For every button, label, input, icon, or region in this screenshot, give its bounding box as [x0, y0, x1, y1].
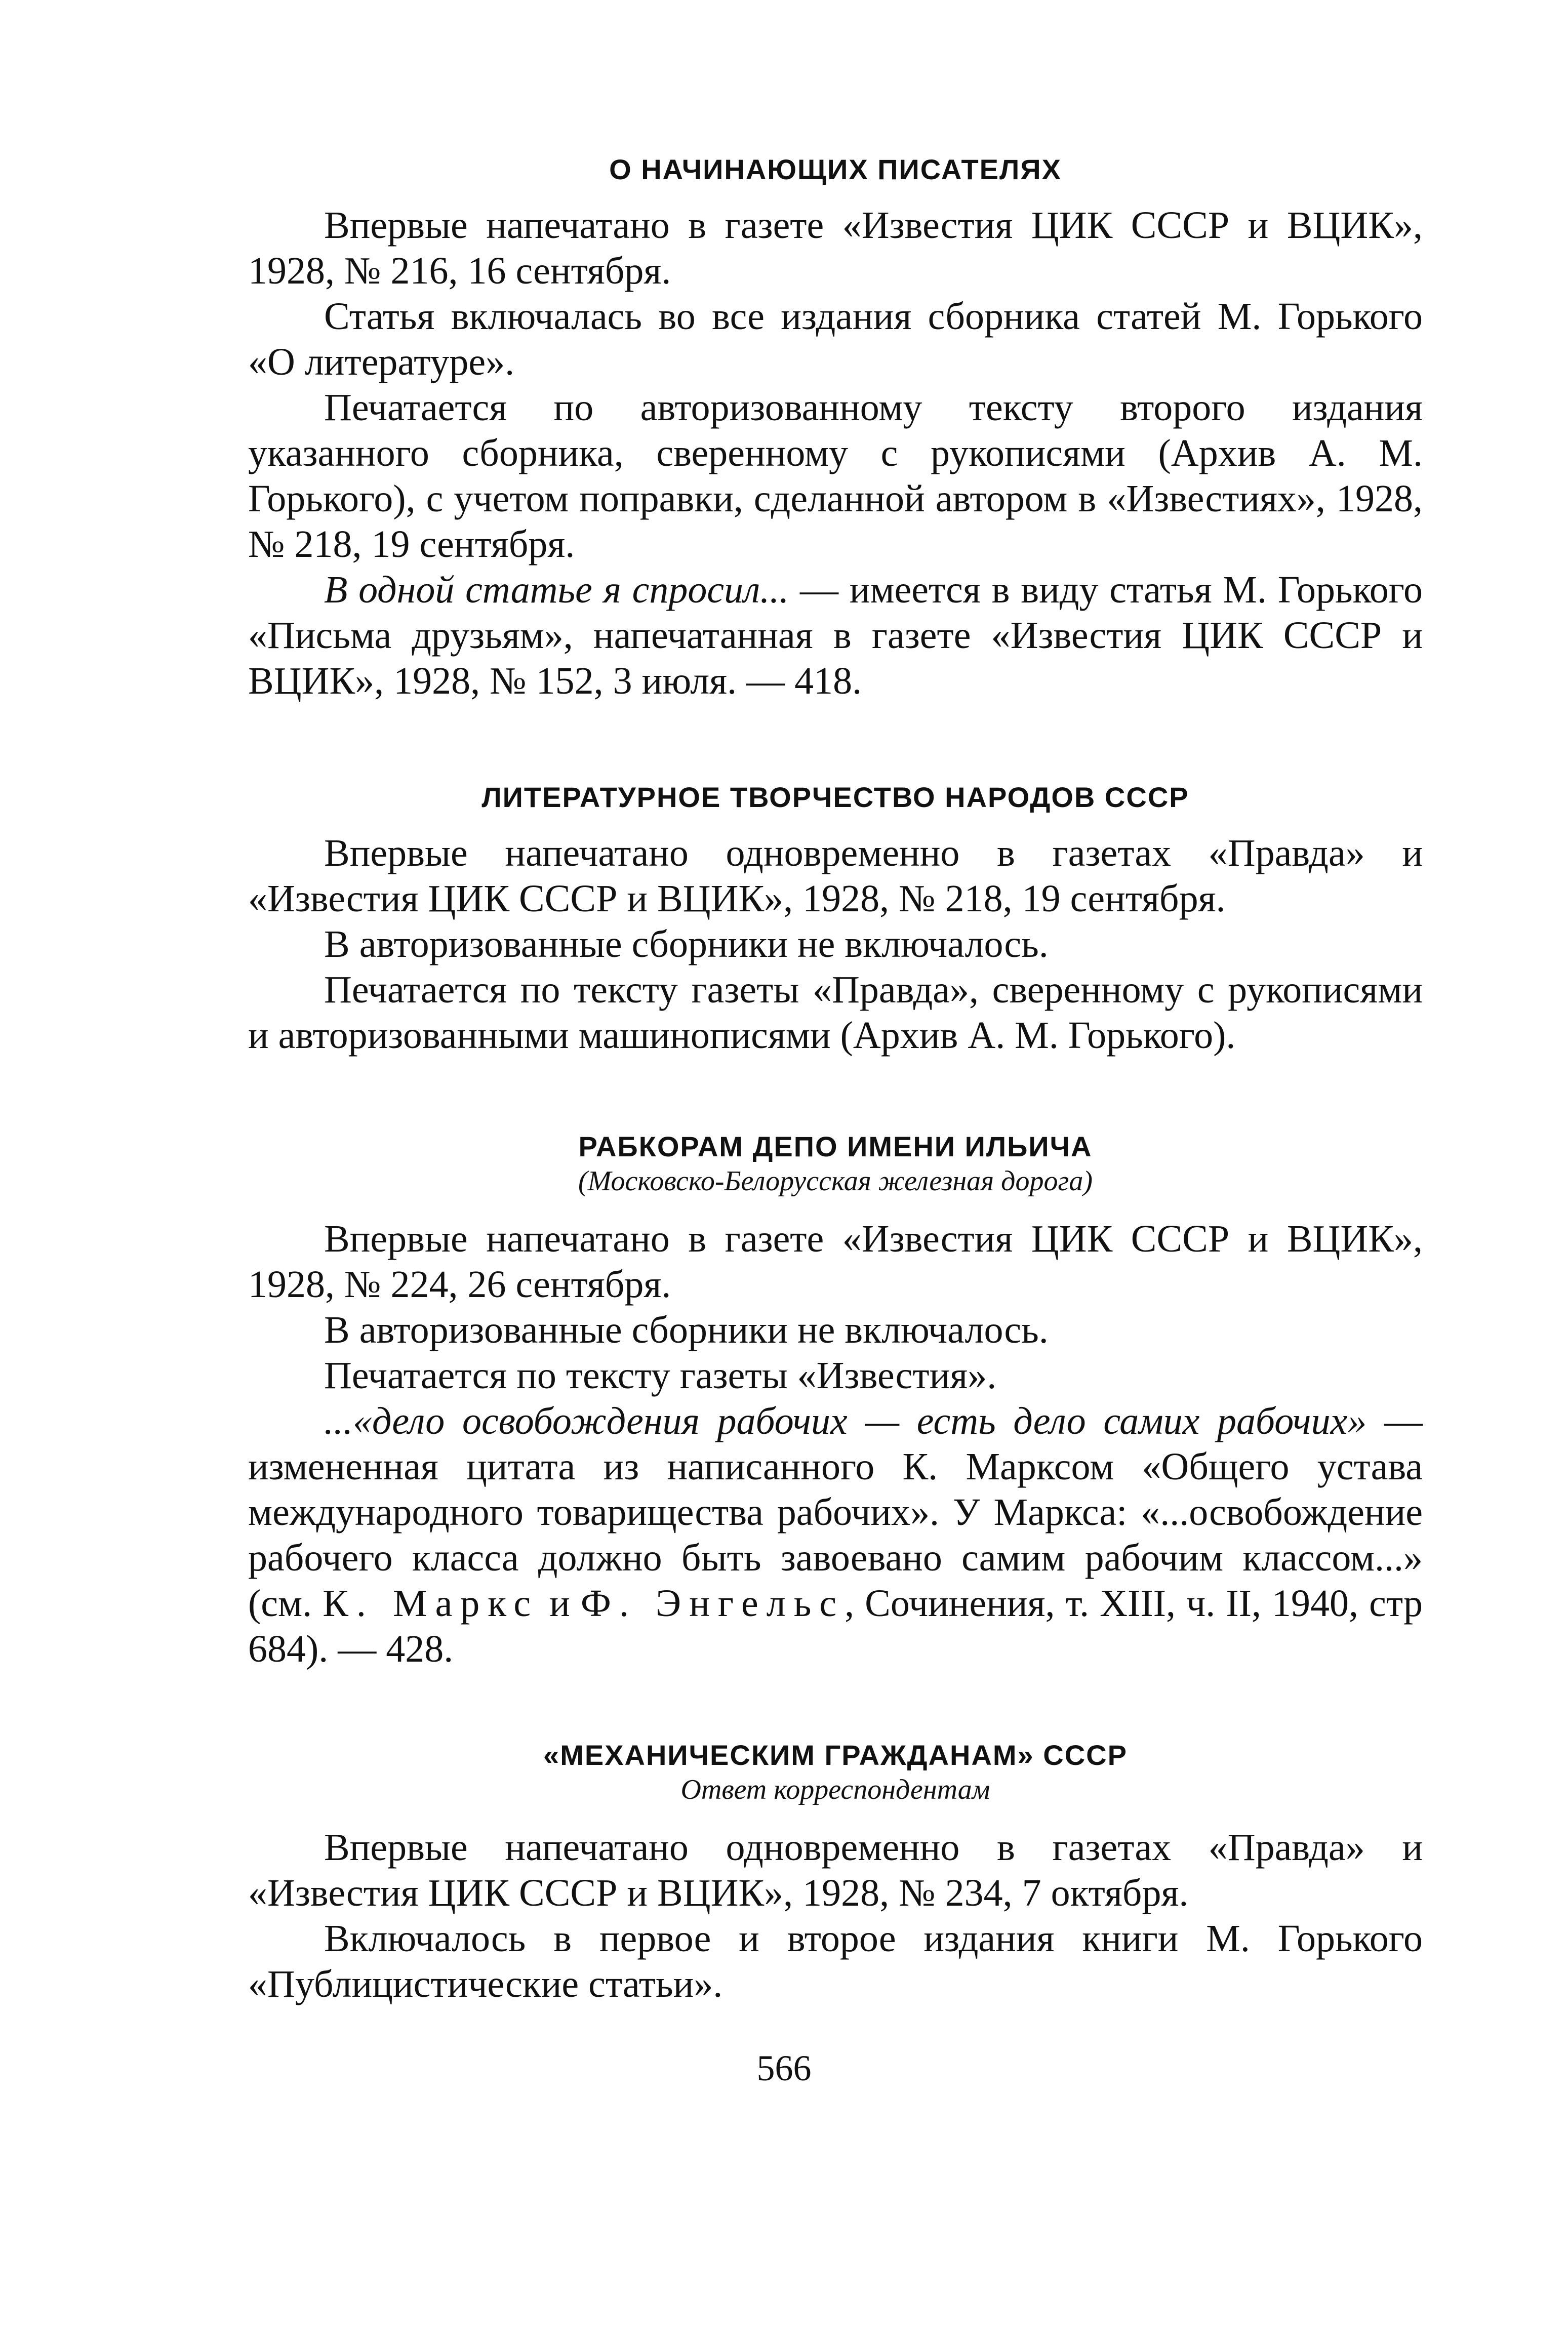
section-rabkors-depot [248, 1129, 1423, 1672]
section-heading: «МЕХАНИЧЕСКИМ ГРАЖДАНАМ» СССР [543, 1739, 1128, 1771]
paragraph: Впервые напечатано в газете «Известия ЦИК СССР и ВЦИК», 1928, № 216, 16 сентября. [248, 204, 1423, 292]
paragraph: Печатается по тексту газеты «Правда», сверенному с рукописями и авторизованными машинописями (Архив А. М. Горького). [248, 969, 1423, 1057]
commentary-note [248, 567, 1423, 704]
paragraph: В авторизованные сборники не включалось. [324, 923, 1049, 965]
section-beginning-writers [248, 152, 1423, 704]
paragraph: Впервые напечатано одновременно в газетах «Правда» и «Известия ЦИК СССР и ВЦИК», 1928, № 218, 19 сентября. [248, 832, 1423, 920]
text-column [248, 152, 1423, 2007]
note-text: — имеется в виду статья М. Горького «Письма друзьям», напечатанная в газете «Известия ЦИК СССР и ВЦИК», 1928, № 152, 3 июля. — 418. [248, 569, 1423, 702]
author-name: К. Маркс [323, 1582, 539, 1625]
paragraph: Статья включалась во все издания сборника статей М. Горького «О литературе». [248, 295, 1423, 383]
paragraph: Впервые напечатано в газете «Известия ЦИК СССР и ВЦИК», 1928, № 224, 26 сентября. [248, 1218, 1423, 1306]
section-literary-creativity [248, 780, 1423, 1058]
section-mechanical-citizens [248, 1738, 1423, 2007]
note-text: и [539, 1582, 581, 1625]
section-heading: РАБКОРАМ ДЕПО ИМЕНИ ИЛЬИЧА [578, 1131, 1093, 1162]
quoted-phrase: В одной статье я спросил... [324, 569, 789, 611]
paragraph: Печатается по авторизованному тексту второго издания указанного сборника, сверенному с рукописями (Архив А. М. Горького), с учетом поправки, сделанной автором в «Известиях», 1928, № 218, 19 сентября. [248, 386, 1423, 566]
author-name: Ф. Энгельс [580, 1582, 845, 1625]
note-text: , Сочинения, т. XIII, ч. II, 1940, стр 684). — 428. [248, 1582, 1423, 1670]
section-heading: О НАЧИНАЮЩИХ ПИСАТЕЛЯХ [609, 153, 1062, 185]
page-number: 566 [756, 2048, 812, 2088]
quoted-phrase: ...«дело освобождения рабочих — есть дело самих рабочих» [324, 1400, 1367, 1442]
section-heading: ЛИТЕРАТУРНОЕ ТВОРЧЕСТВО НАРОДОВ СССР [481, 781, 1189, 813]
commentary-note [248, 1398, 1423, 1672]
paragraph: Включалось в первое и второе издания книги М. Горького «Публицистические статьи». [248, 1917, 1423, 2005]
note-text: — измененная цитата из написанного К. Марксом «Общего устава международного товарищества рабочих». У Маркса: «...освобождение рабочего класса должно быть завоевано самим рабочим классом...» (см. [248, 1400, 1423, 1625]
paragraph: В авторизованные сборники не включалось. [324, 1309, 1049, 1351]
paragraph: Печатается по тексту газеты «Известия». [324, 1354, 997, 1397]
section-subheading: Ответ корреспондентам [680, 1774, 990, 1805]
section-subheading: (Московско-Белорусская железная дорога) [578, 1165, 1093, 1197]
paragraph: Впервые напечатано одновременно в газетах «Правда» и «Известия ЦИК СССР и ВЦИК», 1928, № 234, 7 октября. [248, 1826, 1423, 1914]
